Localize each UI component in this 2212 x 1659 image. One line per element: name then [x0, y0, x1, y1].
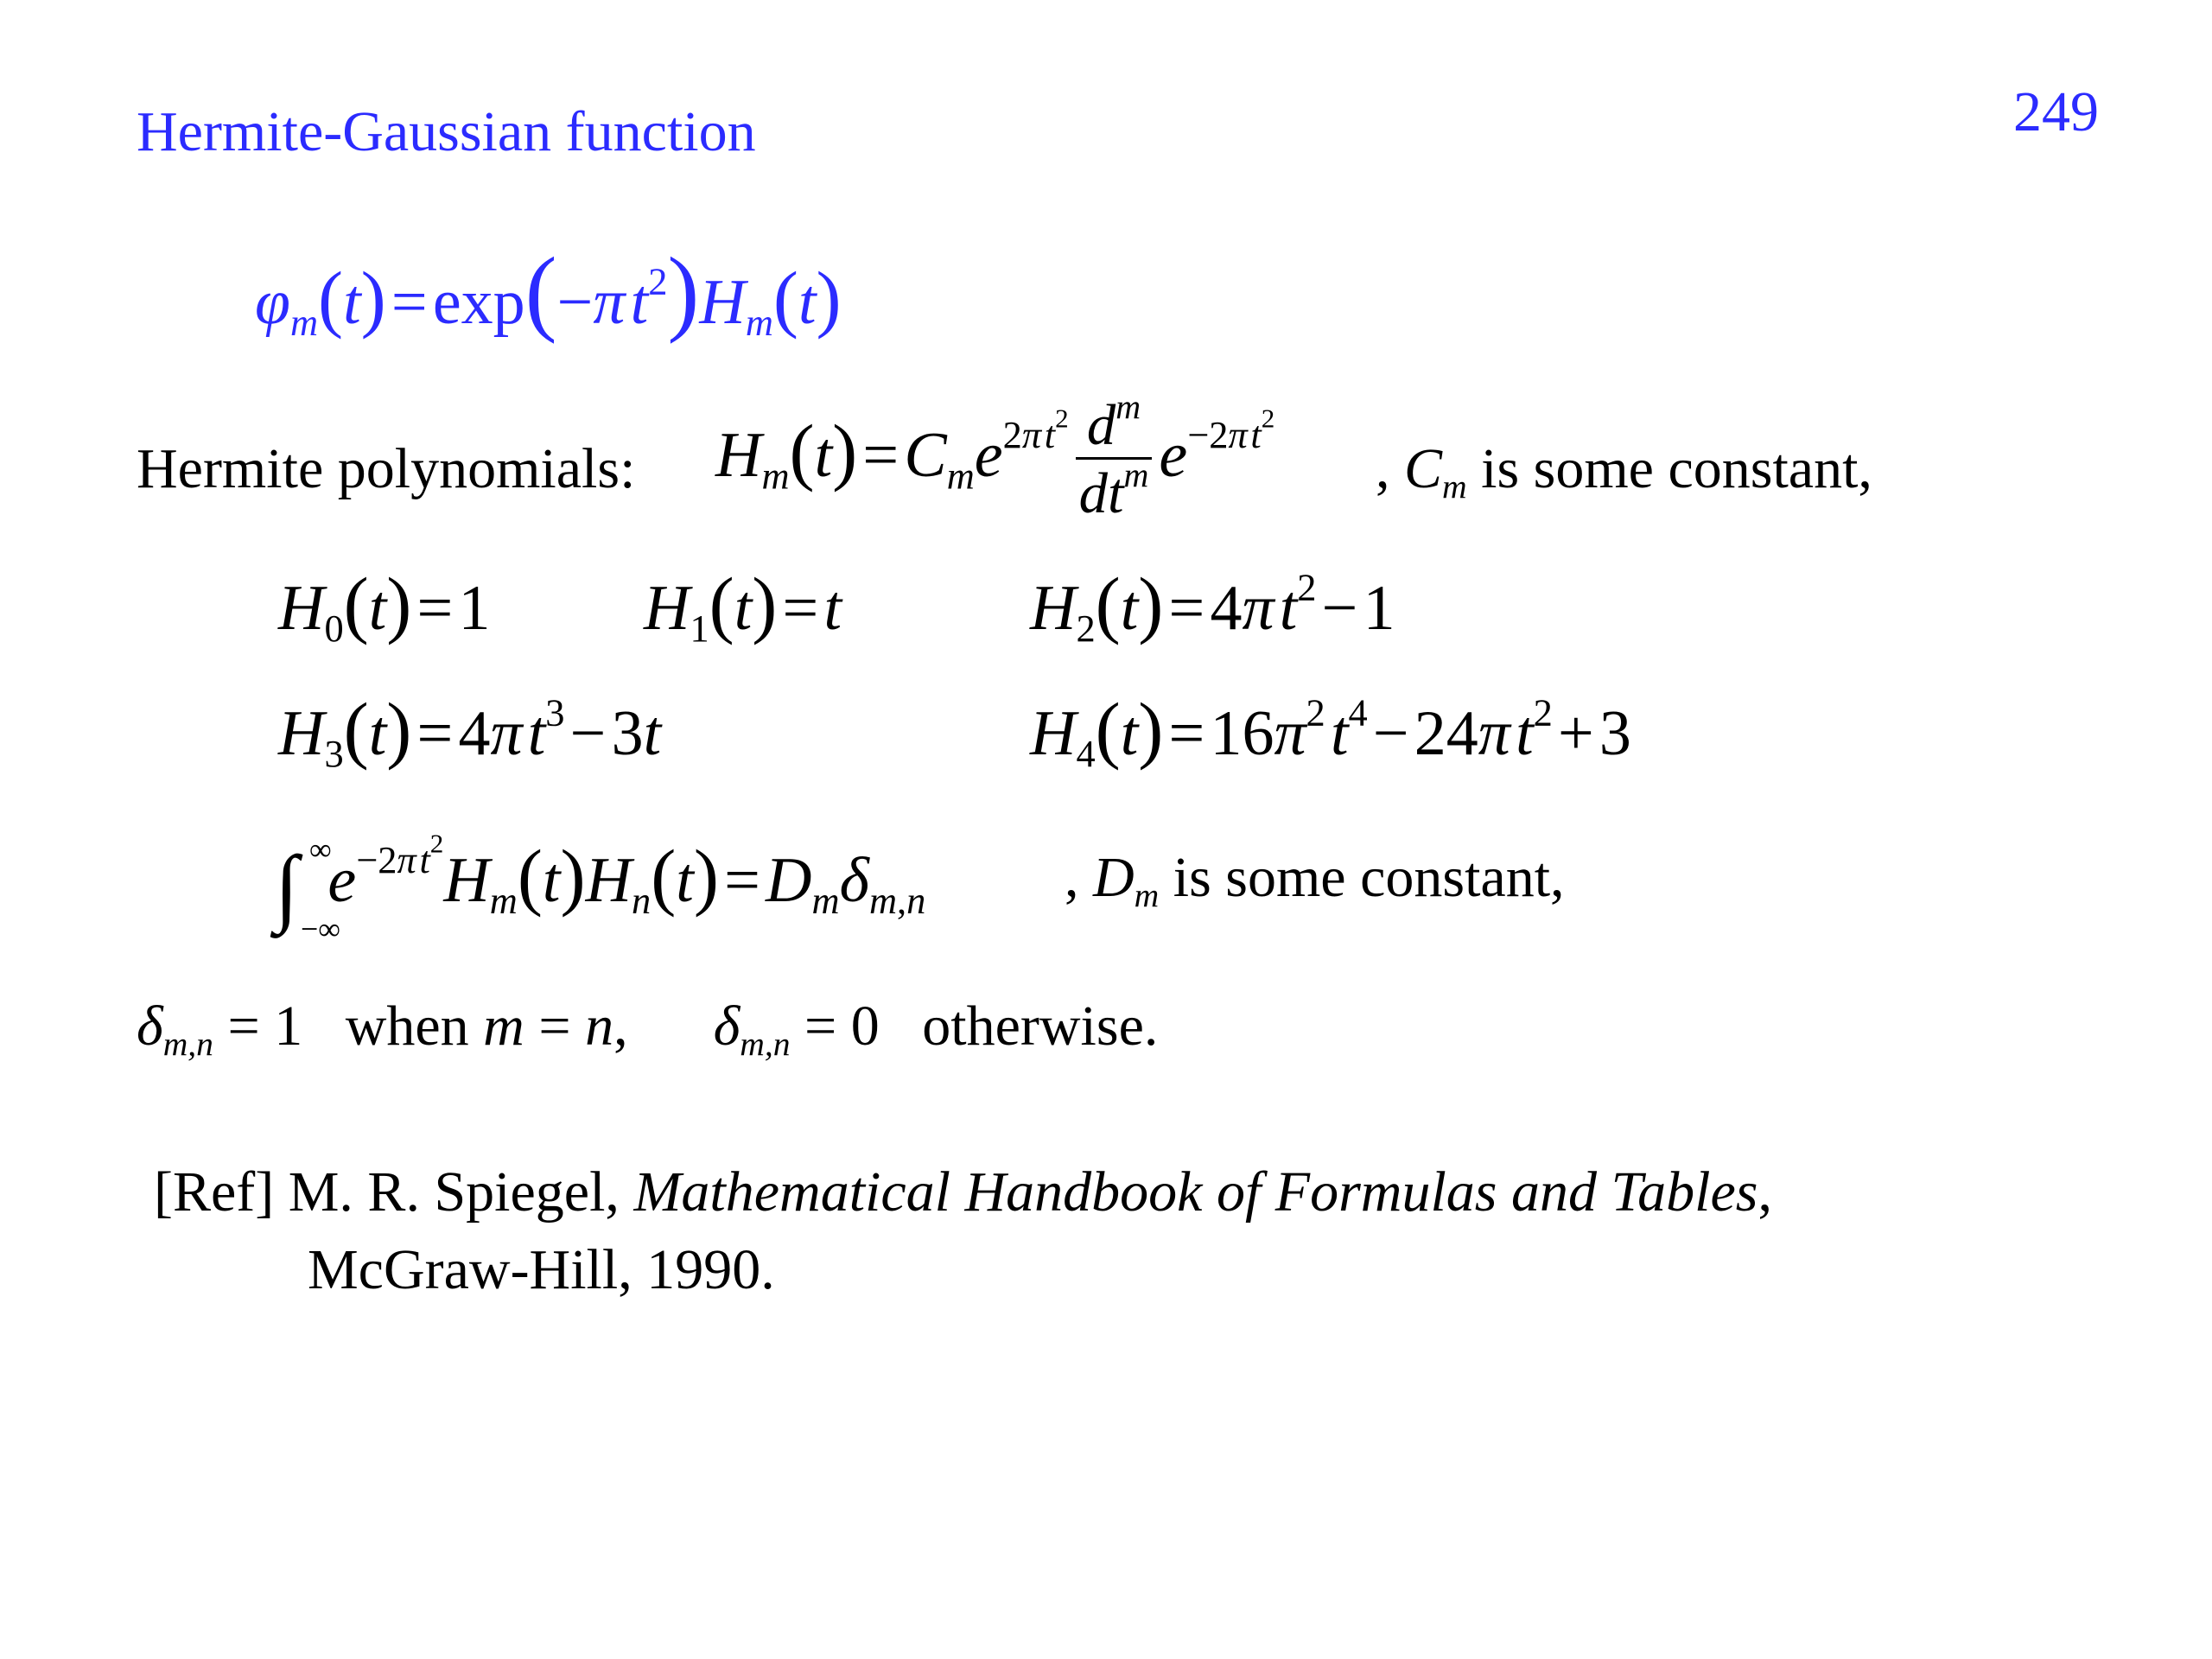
cm-constant-note: , $C_m$ is some constant,: [1376, 437, 1872, 506]
slide-title: Hermite-Gaussian function: [137, 100, 756, 163]
h1-equation: $H_1(t)$ = t: [644, 562, 842, 651]
dm-constant-note: , $D_m$ is some constant,: [1065, 846, 1565, 915]
hermite-gaussian-equation: $\varphi_m(t)$ = exp(−π $t^2)H_m(t)$: [255, 238, 842, 345]
h3-equation: $H_3(t)$ = 4π $t^3$ − 3t: [278, 687, 662, 776]
when-text: when: [345, 995, 469, 1058]
integral-sign: ∫ ∞ −∞: [275, 832, 340, 946]
kronecker-delta-definition: $\delta_{m,n} = 1$ when m = n, $\delta_{m,n} = 0$ otherwise.: [137, 995, 1159, 1064]
ref-comma: ,: [1758, 1160, 1772, 1224]
cm-note-text: is some constant,: [1481, 437, 1872, 500]
reference: [154, 1154, 2141, 1309]
h0-equation: $H_0(t)$ = 1: [278, 562, 491, 651]
ref-publisher: McGraw-Hill, 1990.: [308, 1238, 775, 1301]
page-number: 249: [2013, 80, 2099, 143]
derivative-fraction: $\frac{d^m}{dt^m}$: [1076, 394, 1153, 529]
h4-equation: $H_4(t)$ = $16\pi^2$ $t^4$ − 24π $t^2$ + 3: [1030, 687, 1631, 776]
orthogonality-equation: ∫ ∞ −∞ $e^{-2\pi t^2}H_m(t)H_n(t)$ = $D_m\delta_{m,n}$: [275, 828, 926, 946]
ref-book-title: Mathematical Handbook of Formulas and Tables: [633, 1160, 1758, 1224]
ref-prefix: [Ref] M. R. Spiegel,: [154, 1160, 634, 1224]
hermite-polynomial-definition: $H_m(t)$ = $C_me^{2\pi t^2}$ $\frac{d^m}{dt^m}$ $e^{-2\pi t^2}$: [715, 394, 1274, 529]
hermite-polynomials-label: Hermite polynomials:: [137, 437, 636, 500]
dm-note-text: is some constant,: [1173, 846, 1565, 909]
h2-equation: $H_2(t)$ = 4π $t^2$ − 1: [1030, 562, 1395, 651]
otherwise-text: otherwise.: [922, 995, 1159, 1058]
